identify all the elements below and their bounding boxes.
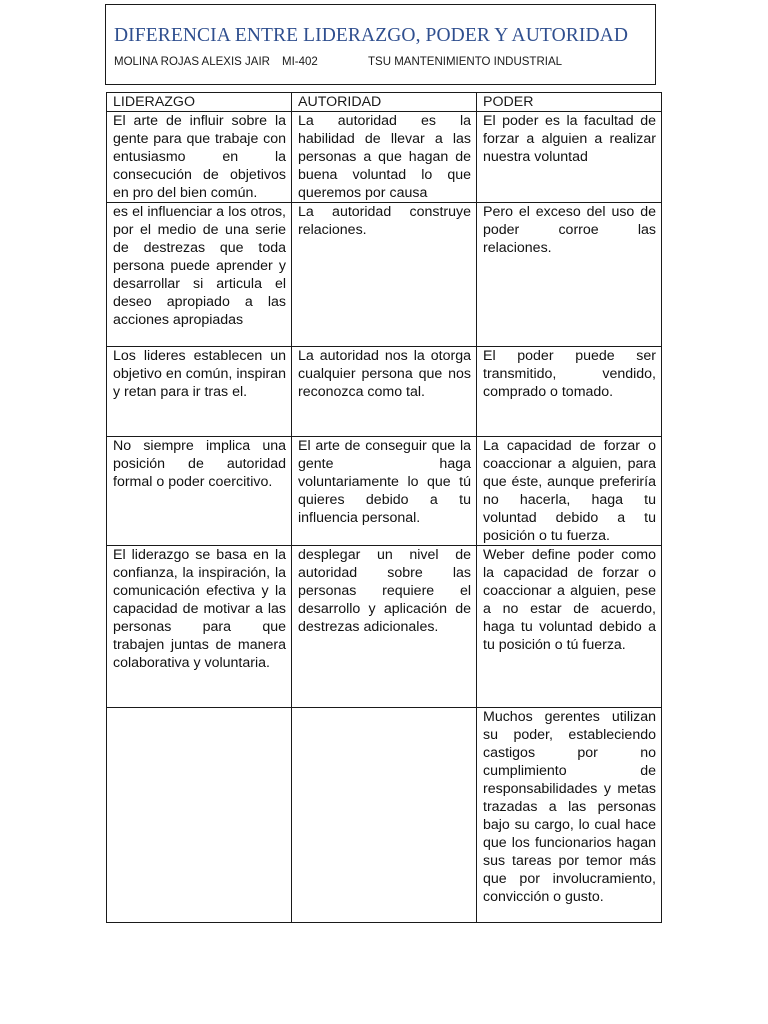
cell-poder: Weber define poder como la capacidad de forzar o coaccionar a alguien, pese a no estar de acuerdo, haga tu voluntad debido a tu posición o tú fuerza. [477, 546, 662, 708]
header-poder: PODER [477, 93, 662, 112]
cell-liderazgo: El liderazgo se basa en la confianza, la inspiración, la comunicación efectiva y la capacidad de motivar a las personas para que trabajen juntas de manera colaborativa y voluntaria. [107, 546, 292, 708]
author-name: MOLINA ROJAS ALEXIS JAIR [114, 56, 270, 68]
cell-autoridad: desplegar un nivel de autoridad sobre las personas requiere el desarrollo y aplicación de destrezas adicionales. [292, 546, 477, 708]
document-header [105, 4, 656, 85]
comparison-table [106, 92, 662, 923]
cell-poder: Muchos gerentes utilizan su poder, estableciendo castigos por no cumplimiento de responsabilidades y metas trazadas a las personas bajo su cargo, lo cual hace que los funcionarios hagan sus tareas por temor más que por involucramiento, convicción o gusto. [477, 708, 662, 923]
cell-poder: Pero el exceso del uso de poder corroe las relaciones. [477, 203, 662, 347]
table-row [107, 546, 662, 708]
document-subtitle [114, 56, 562, 68]
table-row [107, 347, 662, 437]
cell-autoridad: La autoridad construye relaciones. [292, 203, 477, 347]
header-autoridad: AUTORIDAD [292, 93, 477, 112]
group-code: MI-402 [282, 56, 318, 68]
cell-liderazgo [107, 708, 292, 923]
table-row [107, 112, 662, 203]
cell-liderazgo: Los lideres establecen un objetivo en común, inspiran y retan para ir tras el. [107, 347, 292, 437]
table-row [107, 203, 662, 347]
program-name: TSU MANTENIMIENTO INDUSTRIAL [368, 56, 563, 68]
cell-liderazgo: es el influenciar a los otros, por el medio de una serie de destrezas que toda persona puede aprender y desarrollar si articula el deseo apropiado a las acciones apropiadas [107, 203, 292, 347]
table-row [107, 437, 662, 546]
cell-autoridad [292, 347, 477, 437]
cell-autoridad [292, 708, 477, 923]
header-liderazgo: LIDERAZGO [107, 93, 292, 112]
cell-liderazgo: El arte de influir sobre la gente para que trabaje con entusiasmo en la consecución de objetivos en pro del bien común. [107, 112, 292, 203]
cell-poder: El poder puede ser transmitido, vendido, comprado o tomado. [477, 347, 662, 437]
cell-autoridad: La autoridad es la habilidad de llevar a las personas a que hagan de buena voluntad lo que queremos por causa [292, 112, 477, 203]
cell-liderazgo: No siempre implica una posición de autoridad formal o poder coercitivo. [107, 437, 292, 546]
document-title: DIFERENCIA ENTRE LIDERAZGO, PODER Y AUTORIDAD [114, 25, 629, 46]
table-header-row [107, 93, 662, 112]
cell-poder: El poder es la facultad de forzar a alguien a realizar nuestra voluntad [477, 112, 662, 203]
cell-autoridad-text: La autoridad nos la otorga cualquier persona que nos reconozca como tal. [298, 348, 471, 400]
cell-autoridad: El arte de conseguir que la gente haga voluntariamente lo que tú quieres debido a tu influencia personal. [292, 437, 477, 546]
cell-poder: La capacidad de forzar o coaccionar a alguien, para que éste, aunque preferiría no hacerla, haga tu voluntad debido a tu posición o tu fuerza. [477, 437, 662, 546]
table-row [107, 708, 662, 923]
